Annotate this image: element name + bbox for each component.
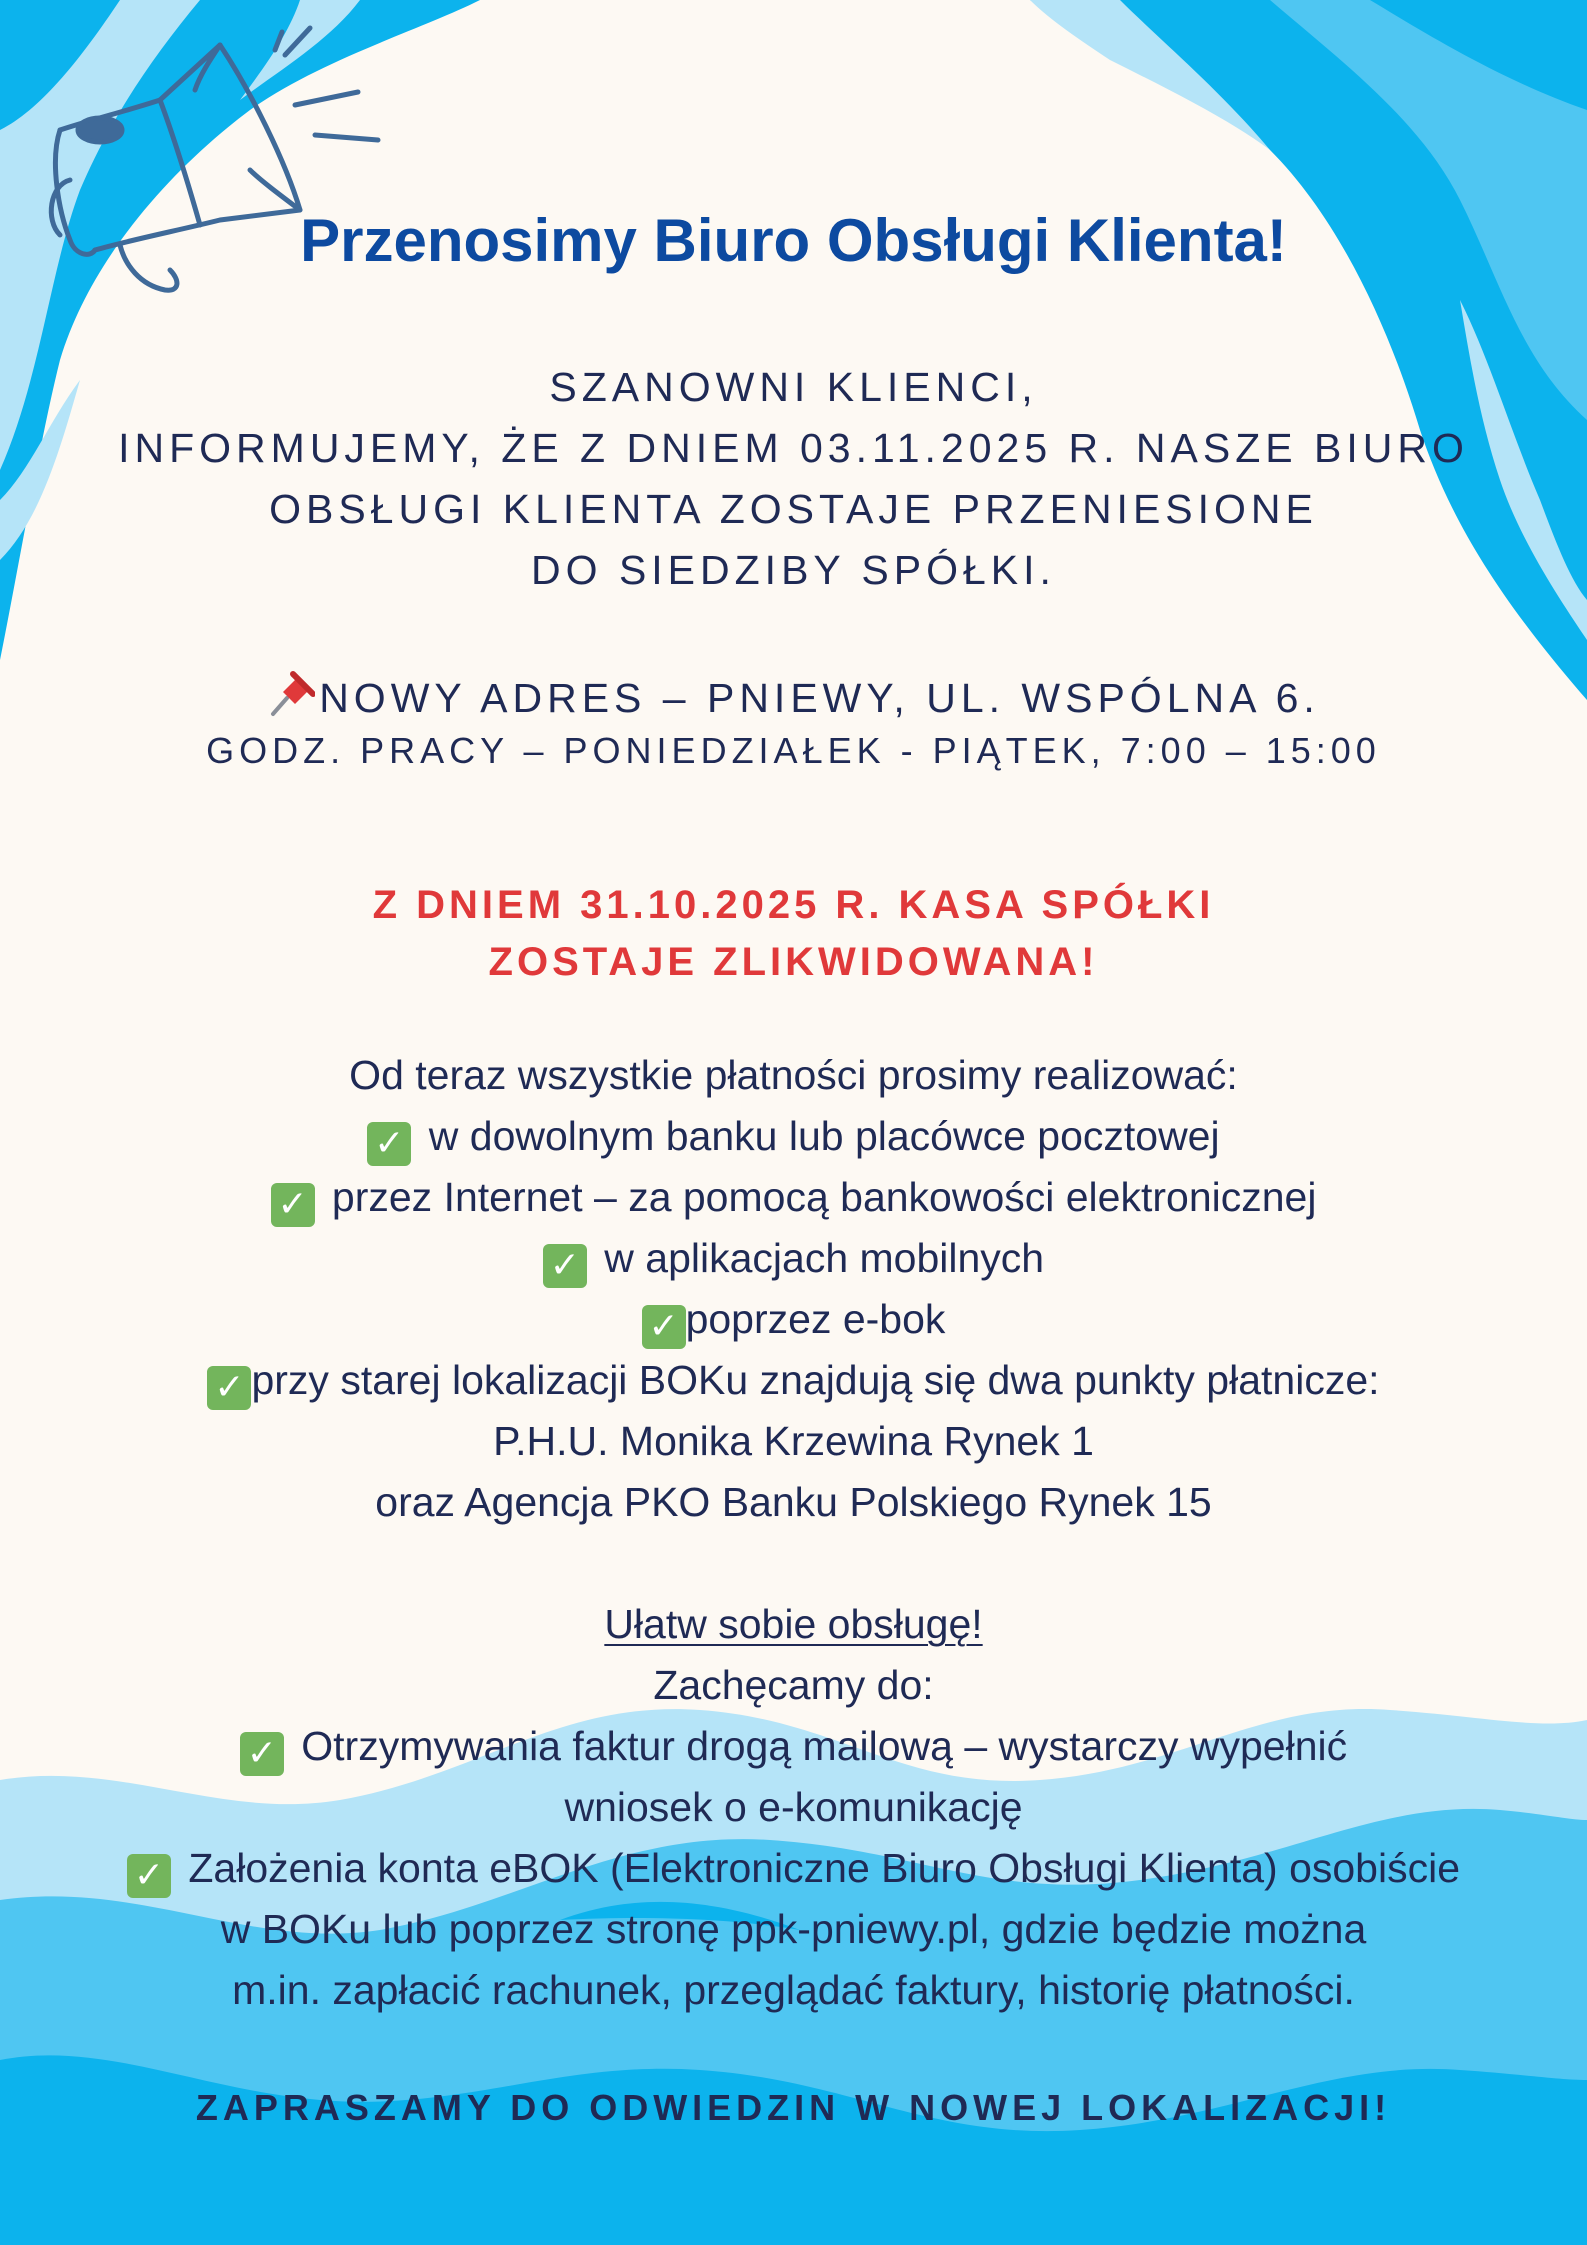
announcement-line-2: OBSŁUGI KLIENTA ZOSTAJE PRZENIESIONE (269, 486, 1318, 532)
warning-line-2: ZOSTAJE ZLIKWIDOWANA! (488, 940, 1099, 984)
announcement-line-1: INFORMUJEMY, ŻE Z DNIEM 03.11.2025 R. NASZE BIURO (118, 425, 1469, 471)
payment-option: ✓ poprzez e-bok (0, 1296, 1587, 1349)
encourage-intro: Zachęcamy do: (653, 1662, 934, 1708)
encourage-heading: Ułatw sobie obsługę! (604, 1601, 983, 1647)
page-title: Przenosimy Biuro Obsługi Klienta! (300, 207, 1287, 274)
check-icon: ✓ (240, 1732, 284, 1776)
payment-option: ✓ przez Internet – za pomocą bankowości elektronicznej (0, 1174, 1587, 1227)
payments-intro: Od teraz wszystkie płatności prosimy realizować: (349, 1052, 1238, 1098)
check-icon: ✓ (543, 1244, 587, 1288)
encourage-item-2-cont-2: m.in. zapłacić rachunek, przeglądać faktury, historię płatności. (232, 1967, 1355, 2013)
megaphone-icon (20, 20, 400, 310)
warning-line-1: Z DNIEM 31.10.2025 R. KASA SPÓŁKI (372, 883, 1215, 927)
encourage-item-2: ✓ Założenia konta eBOK (Elektroniczne Biuro Obsługi Klienta) osobiście (0, 1845, 1587, 1898)
check-icon: ✓ (642, 1305, 686, 1349)
payment-option: ✓ w aplikacjach mobilnych (0, 1235, 1587, 1288)
announcement-line-3: DO SIEDZIBY SPÓŁKI. (531, 547, 1056, 593)
check-icon: ✓ (127, 1854, 171, 1898)
check-icon: ✓ (207, 1366, 251, 1410)
pushpin-icon (267, 670, 315, 718)
closing-invitation: ZAPRASZAMY DO ODWIEDZIN W NOWEJ LOKALIZACJI! (195, 2087, 1392, 2128)
check-icon: ✓ (367, 1122, 411, 1166)
payment-point-2: oraz Agencja PKO Banku Polskiego Rynek 15 (375, 1479, 1212, 1525)
new-address (0, 670, 1587, 722)
payment-point-1: P.H.U. Monika Krzewina Rynek 1 (493, 1418, 1094, 1464)
greeting: SZANOWNI KLIENCI, (549, 364, 1038, 410)
payment-option: ✓ przy starej lokalizacji BOKu znajdują się dwa punkty płatnicze: (0, 1357, 1587, 1410)
new-address-text: NOWY ADRES – PNIEWY, UL. WSPÓLNA 6. (319, 675, 1320, 721)
encourage-item-1-cont: wniosek o e-komunikację (564, 1784, 1023, 1830)
payment-option: ✓ w dowolnym banku lub placówce pocztowej (0, 1113, 1587, 1166)
encourage-item-2-cont-1: w BOKu lub poprzez stronę ppk-pniewy.pl, gdzie będzie można (220, 1906, 1367, 1952)
encourage-item-1: ✓ Otrzymywania faktur drogą mailową – wystarczy wypełnić (0, 1723, 1587, 1776)
check-icon: ✓ (271, 1183, 315, 1227)
office-hours: GODZ. PRACY – PONIEDZIAŁEK - PIĄTEK, 7:00 – 15:00 (206, 730, 1381, 771)
